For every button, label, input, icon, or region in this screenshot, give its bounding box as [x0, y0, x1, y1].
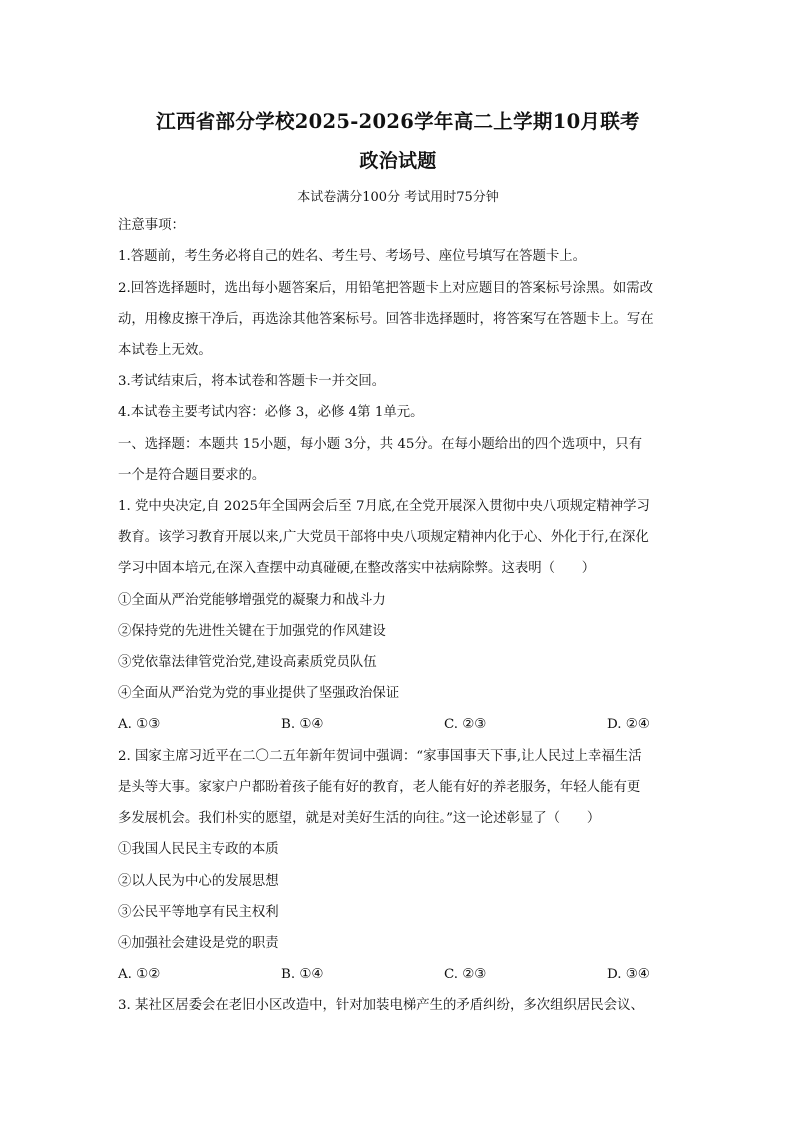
question-stem: 2. 国家主席习近平在二〇二五年新年贺词中强调：“家事国事天下事,让人民过上幸福生活: [118, 749, 642, 764]
answer-options: [118, 966, 678, 984]
option-d: D. ③④: [607, 967, 650, 982]
question-statement: ①全面从严治党能够增强党的凝聚力和战斗力: [118, 593, 386, 608]
question-stem: 教育。该学习教育开展以来,广大党员干部将中央八项规定精神内化于心、外化于行,在深化: [118, 530, 649, 545]
option-a: A. ①③: [118, 717, 161, 732]
question-stem: 3. 某社区居委会在老旧小区改造中，针对加装电梯产生的矛盾纠纷，多次组织居民会议、: [118, 998, 644, 1013]
section-instruction: 一、选择题：本题共 15小题，每小题 3分，共 45分。在每小题给出的四个选项中，只有: [118, 437, 643, 452]
exam-title: 江西省部分学校2025-2026学年高二上学期10月联考: [156, 110, 640, 133]
option-c: C. ②③: [444, 717, 487, 732]
question-stem: 是头等大事。家家户户都盼着孩子能有好的教育，老人能有好的养老服务，年轻人能有更: [118, 780, 641, 795]
notice-line: 4.本试卷主要考试内容：必修 3，必修 4第 1单元。: [118, 405, 424, 420]
option-b: B. ①④: [281, 717, 324, 732]
question-statement: ②以人民为中心的发展思想: [118, 874, 279, 889]
option-b: B. ①④: [281, 967, 324, 982]
notice-line: 本试卷上无效。: [118, 343, 212, 358]
question-statement: ③公民平等地享有民主权利: [118, 905, 279, 920]
question-statement: ①我国人民民主专政的本质: [118, 842, 279, 857]
exam-subject: 政治试题: [359, 150, 437, 172]
question-statement: ④全面从严治党为党的事业提供了坚强政治保证: [118, 686, 400, 701]
notice-line: 动，用橡皮擦干净后，再选涂其他答案标号。回答非选择题时，将答案写在答题卡上。写在: [118, 312, 654, 327]
notice-line: 3.考试结束后，将本试卷和答题卡一并交回。: [118, 374, 386, 389]
notice-line: 2.回答选择题时，选出每小题答案后，用铅笔把答题卡上对应题目的答案标号涂黑。如需改: [118, 281, 654, 296]
question-stem: 1. 党中央决定,自 2025年全国两会后至 7月底,在全党开展深入贯彻中央八项规定精神学习: [118, 499, 650, 514]
exam-meta: 本试卷满分100分 考试用时75分钟: [297, 190, 499, 205]
notice-heading: 注意事项：: [118, 218, 185, 233]
question-stem: 学习中固本培元,在深入查摆中动真碰硬,在整改落实中祛病除弊。这表明（ ）: [118, 561, 596, 576]
notice-line: 1.答题前，考生务必将自己的姓名、考生号、考场号、座位号填写在答题卡上。: [118, 249, 587, 264]
answer-options: [118, 716, 678, 734]
section-instruction: 一个是符合题目要求的。: [118, 468, 266, 483]
question-statement: ②保持党的先进性关键在于加强党的作风建设: [118, 624, 386, 639]
option-c: C. ②③: [444, 967, 487, 982]
question-statement: ③党依靠法律管党治党,建设高素质党员队伍: [118, 655, 377, 670]
option-a: A. ①②: [118, 967, 161, 982]
question-statement: ④加强社会建设是党的职责: [118, 936, 279, 951]
question-stem: 多发展机会。我们朴实的愿望，就是对美好生活的向往。”这一论述彰显了（ ）: [118, 811, 601, 826]
option-d: D. ②④: [607, 717, 650, 732]
